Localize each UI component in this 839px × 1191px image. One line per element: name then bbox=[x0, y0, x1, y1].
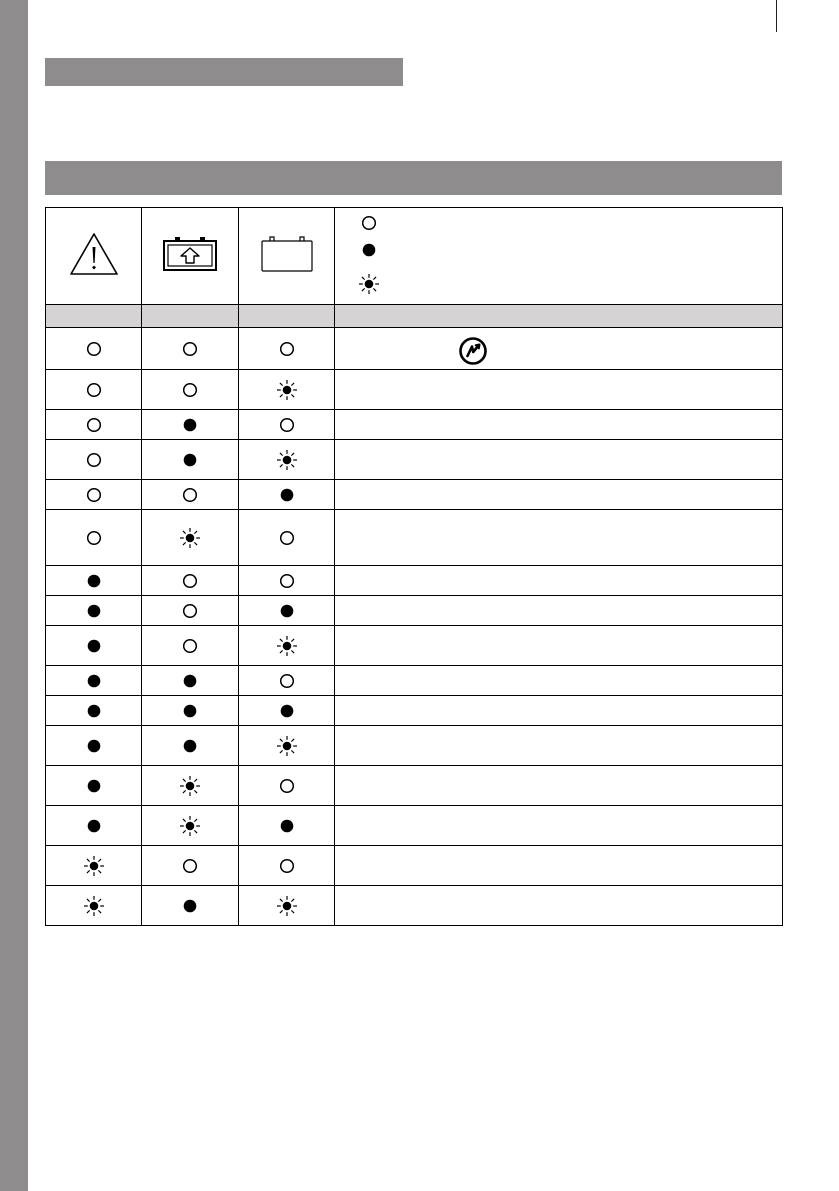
led-cell bbox=[142, 886, 239, 926]
description-cell bbox=[335, 440, 783, 480]
led-on-icon bbox=[180, 450, 200, 470]
led-cell bbox=[239, 846, 335, 886]
battery-column-header bbox=[239, 208, 335, 305]
led-status-row bbox=[46, 370, 783, 410]
led-cell bbox=[46, 328, 142, 370]
led-cell bbox=[142, 440, 239, 480]
led-off-icon bbox=[277, 856, 297, 876]
led-cell bbox=[239, 410, 335, 440]
crop-mark bbox=[776, 0, 777, 32]
description-cell bbox=[335, 328, 783, 370]
led-cell bbox=[142, 410, 239, 440]
legend-cell bbox=[335, 208, 783, 305]
description-cell bbox=[335, 410, 783, 440]
led-cell bbox=[239, 886, 335, 926]
led-cell bbox=[239, 328, 335, 370]
led-blink-icon bbox=[180, 816, 200, 836]
led-cell bbox=[142, 596, 239, 626]
description-cell bbox=[335, 846, 783, 886]
led-cell bbox=[46, 566, 142, 596]
led-cell bbox=[239, 566, 335, 596]
battery-charging-icon bbox=[162, 236, 218, 272]
description-cell bbox=[335, 566, 783, 596]
led-off-icon bbox=[84, 485, 104, 505]
led-cell bbox=[239, 480, 335, 510]
description-cell bbox=[335, 726, 783, 766]
battery-icon bbox=[260, 235, 314, 273]
led-status-table bbox=[45, 207, 783, 926]
led-on-icon bbox=[180, 671, 200, 691]
led-off-icon bbox=[180, 339, 200, 359]
led-cell bbox=[142, 726, 239, 766]
led-on-icon bbox=[84, 636, 104, 656]
led-status-row bbox=[46, 440, 783, 480]
led-cell bbox=[142, 480, 239, 510]
led-blink-icon bbox=[277, 736, 297, 756]
led-cell bbox=[142, 806, 239, 846]
led-blink-icon bbox=[84, 896, 104, 916]
led-cell bbox=[239, 696, 335, 726]
led-on-icon bbox=[180, 701, 200, 721]
led-cell bbox=[239, 766, 335, 806]
description-cell bbox=[335, 886, 783, 926]
led-off-icon bbox=[277, 415, 297, 435]
led-cell bbox=[142, 846, 239, 886]
led-on-icon bbox=[359, 240, 379, 260]
led-off-icon bbox=[84, 339, 104, 359]
warning-triangle-icon bbox=[68, 231, 120, 277]
led-off-icon bbox=[84, 528, 104, 548]
led-off-icon bbox=[84, 415, 104, 435]
led-status-row bbox=[46, 806, 783, 846]
led-on-icon bbox=[84, 671, 104, 691]
led-cell bbox=[46, 696, 142, 726]
icon-header-row bbox=[46, 208, 783, 305]
led-off-icon bbox=[277, 339, 297, 359]
led-off-icon bbox=[180, 636, 200, 656]
led-cell bbox=[239, 666, 335, 696]
warning-column-header bbox=[46, 208, 142, 305]
led-off-icon bbox=[277, 571, 297, 591]
led-status-row bbox=[46, 626, 783, 666]
led-cell bbox=[46, 410, 142, 440]
led-on-icon bbox=[84, 776, 104, 796]
led-cell bbox=[142, 626, 239, 666]
led-cell bbox=[46, 726, 142, 766]
section-title-bar bbox=[45, 58, 403, 86]
led-status-row bbox=[46, 666, 783, 696]
led-on-icon bbox=[84, 816, 104, 836]
description-cell bbox=[335, 510, 783, 566]
led-cell bbox=[46, 440, 142, 480]
led-cell bbox=[142, 766, 239, 806]
led-off-icon bbox=[180, 380, 200, 400]
led-cell bbox=[239, 806, 335, 846]
column-label-cell bbox=[335, 305, 783, 328]
led-cell bbox=[46, 510, 142, 566]
led-off-icon bbox=[180, 601, 200, 621]
led-cell bbox=[46, 846, 142, 886]
led-off-icon bbox=[277, 776, 297, 796]
led-cell bbox=[142, 328, 239, 370]
led-on-icon bbox=[277, 701, 297, 721]
led-cell bbox=[239, 596, 335, 626]
description-cell bbox=[335, 766, 783, 806]
column-label-cell bbox=[142, 305, 239, 328]
led-blink-icon bbox=[277, 896, 297, 916]
led-status-row bbox=[46, 596, 783, 626]
description-cell bbox=[335, 806, 783, 846]
led-off-icon bbox=[180, 571, 200, 591]
led-status-row bbox=[46, 510, 783, 566]
led-on-icon bbox=[277, 816, 297, 836]
description-cell bbox=[335, 696, 783, 726]
led-blink-icon bbox=[359, 274, 379, 294]
charging-column-header bbox=[142, 208, 239, 305]
led-status-row bbox=[46, 328, 783, 370]
led-cell bbox=[142, 696, 239, 726]
led-status-row bbox=[46, 886, 783, 926]
led-status-row bbox=[46, 846, 783, 886]
led-off-icon bbox=[180, 485, 200, 505]
column-label-cell bbox=[46, 305, 142, 328]
led-on-icon bbox=[84, 701, 104, 721]
led-status-row bbox=[46, 480, 783, 510]
led-on-icon bbox=[180, 896, 200, 916]
led-on-icon bbox=[84, 601, 104, 621]
led-cell bbox=[239, 626, 335, 666]
led-cell bbox=[46, 886, 142, 926]
led-off-icon bbox=[277, 528, 297, 548]
led-status-row bbox=[46, 726, 783, 766]
led-cell bbox=[142, 666, 239, 696]
led-cell bbox=[239, 370, 335, 410]
section-header-bar bbox=[45, 161, 782, 195]
led-on-icon bbox=[277, 485, 297, 505]
led-status-row bbox=[46, 566, 783, 596]
led-off-icon bbox=[180, 856, 200, 876]
column-label-cell bbox=[239, 305, 335, 328]
description-cell bbox=[335, 596, 783, 626]
led-on-icon bbox=[84, 571, 104, 591]
led-blink-icon bbox=[277, 380, 297, 400]
led-cell bbox=[239, 510, 335, 566]
led-blink-icon bbox=[277, 636, 297, 656]
led-off-icon bbox=[359, 213, 379, 233]
led-cell bbox=[46, 766, 142, 806]
description-cell bbox=[335, 626, 783, 666]
led-on-icon bbox=[180, 736, 200, 756]
led-cell bbox=[46, 370, 142, 410]
description-cell bbox=[335, 480, 783, 510]
led-status-row bbox=[46, 766, 783, 806]
led-blink-icon bbox=[180, 528, 200, 548]
led-on-icon bbox=[84, 736, 104, 756]
led-on-icon bbox=[180, 415, 200, 435]
column-label-row bbox=[46, 305, 783, 328]
description-cell bbox=[335, 370, 783, 410]
led-blink-icon bbox=[180, 776, 200, 796]
led-cell bbox=[46, 666, 142, 696]
led-off-icon bbox=[277, 671, 297, 691]
led-cell bbox=[239, 440, 335, 480]
led-blink-icon bbox=[84, 856, 104, 876]
led-cell bbox=[142, 566, 239, 596]
led-cell bbox=[142, 510, 239, 566]
description-cell bbox=[335, 666, 783, 696]
led-off-icon bbox=[84, 380, 104, 400]
led-cell bbox=[46, 626, 142, 666]
led-status-row bbox=[46, 696, 783, 726]
led-blink-icon bbox=[277, 450, 297, 470]
led-cell bbox=[46, 806, 142, 846]
led-cell bbox=[46, 596, 142, 626]
led-on-icon bbox=[277, 601, 297, 621]
led-status-row bbox=[46, 410, 783, 440]
led-cell bbox=[46, 480, 142, 510]
side-strip bbox=[0, 0, 28, 1191]
led-cell bbox=[239, 726, 335, 766]
power-icon bbox=[458, 336, 488, 371]
led-off-icon bbox=[84, 450, 104, 470]
led-cell bbox=[142, 370, 239, 410]
